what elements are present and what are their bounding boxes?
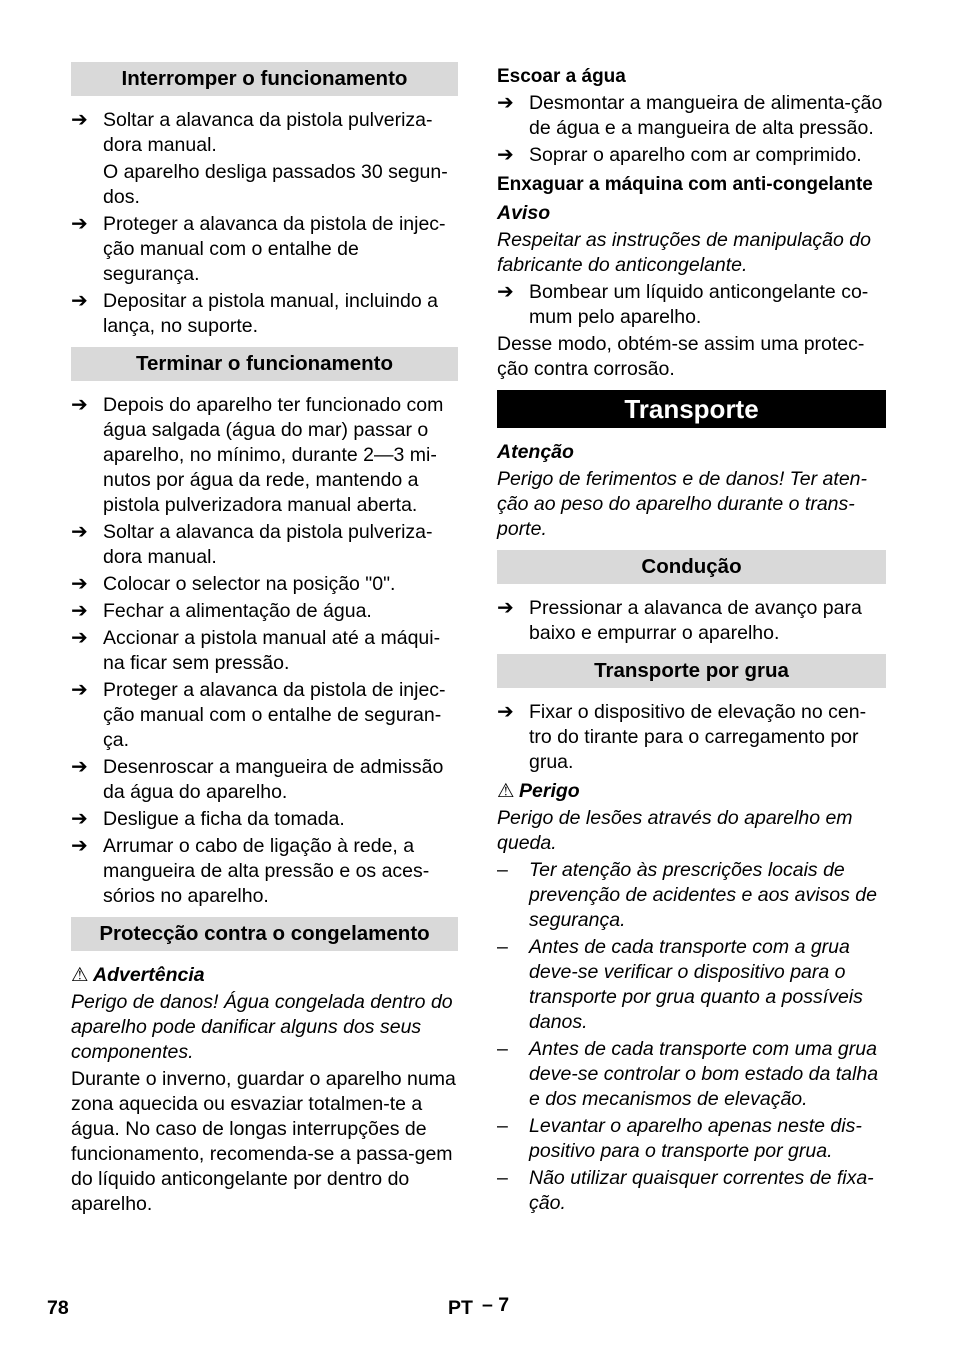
list-item: ➔ Fixar o dispositivo de elevação no cen-tro do tirante para o carregamento por grua. — [497, 701, 867, 773]
arrow-right-icon: ➔ — [71, 109, 88, 131]
footer-section-page: – 7 — [482, 1294, 510, 1316]
arrow-right-icon: ➔ — [71, 835, 88, 857]
arrow-right-icon: ➔ — [497, 701, 514, 723]
section-heading-frost: Protecção contra o congelamento — [71, 917, 458, 951]
arrow-right-icon: ➔ — [71, 756, 88, 778]
chapter-heading-transport: Transporte — [497, 390, 886, 428]
list-item: ➔ Soprar o aparelho com ar comprimido. — [497, 144, 862, 166]
arrow-right-icon: ➔ — [497, 281, 514, 303]
warning-heading: ⚠ Advertência — [71, 964, 205, 986]
list-item: ➔ Desmontar a mangueira de alimenta-ção de água e a mangueira de alta pressão. — [497, 92, 883, 139]
list-item: ➔ Accionar a pistola manual até a máqui-na ficar sem pressão. — [71, 627, 441, 674]
warning-triangle-icon: ⚠ — [497, 780, 515, 802]
page-number: 78 — [47, 1297, 69, 1319]
warning-triangle-icon: ⚠ — [71, 964, 89, 986]
right-column — [497, 62, 886, 1218]
notice-text: Respeitar as instruções de manipulação do fabricante do anticongelante. — [497, 229, 871, 276]
arrow-right-icon: ➔ — [497, 92, 514, 114]
arrow-right-icon: ➔ — [71, 521, 88, 543]
list-item: ➔ Arrumar o cabo de ligação à rede, a mangueira de alta pressão e os aces-sórios no aparelho. — [71, 835, 430, 907]
list-item: ➔ Proteger a alavanca da pistola de injec-ção manual com o entalhe de seguran-ça. — [71, 679, 446, 751]
arrow-right-icon: ➔ — [71, 573, 88, 595]
arrow-right-icon: ➔ — [71, 808, 88, 830]
list-item: ➔ Colocar o selector na posição "0". — [71, 573, 396, 595]
body-text: Desse modo, obtém-se assim uma protec-ção contra corrosão. — [497, 333, 865, 380]
list-item: – Antes de cada transporte com uma grua deve-se controlar o bom estado da talha e dos mecanismos de elevação. — [497, 1038, 879, 1110]
note-text: O aparelho desliga passados 30 segun-dos. — [103, 161, 448, 208]
section-heading-shutdown: Terminar o funcionamento — [71, 347, 458, 381]
arrow-right-icon: ➔ — [497, 144, 514, 166]
list-item: ➔ Fechar a alimentação de água. — [71, 600, 372, 622]
arrow-right-icon: ➔ — [71, 679, 88, 701]
list-item: ➔ Depositar a pistola manual, incluindo a lança, no suporte. — [71, 290, 438, 337]
notice-heading: Aviso — [497, 202, 551, 224]
subheading-rinse: Enxaguar a máquina com anti-congelante — [497, 174, 873, 195]
arrow-right-icon: ➔ — [71, 290, 88, 312]
list-item: ➔ Soltar a alavanca da pistola pulveriza-dora manual. — [71, 109, 433, 156]
list-item: ➔ Desenroscar a mangueira de admissão da água do aparelho. — [71, 756, 444, 803]
attention-text: Perigo de ferimentos e de danos! Ter aten-ção ao peso do aparelho durante o trans-porte. — [497, 468, 868, 540]
list-item: – Não utilizar quaisquer correntes de fixa-ção. — [497, 1167, 874, 1214]
list-item: – Ter atenção às prescrições locais de prevenção de acidentes e aos avisos de segurança. — [497, 859, 877, 931]
section-heading-stop: Interromper o funcionamento — [71, 62, 458, 96]
warning-text: Perigo de danos! Água congelada dentro do aparelho pode danificar alguns dos seus componentes. — [71, 991, 453, 1063]
danger-text: Perigo de lesões através do aparelho em queda. — [497, 807, 853, 854]
list-item: ➔ Pressionar a alavanca de avanço para baixo e empurrar o aparelho. — [497, 597, 862, 644]
arrow-right-icon: ➔ — [71, 627, 88, 649]
arrow-right-icon: ➔ — [71, 600, 88, 622]
footer-language: PT — [448, 1297, 473, 1319]
section-heading-driving: Condução — [497, 550, 886, 584]
list-item: ➔ Proteger a alavanca da pistola de injec-ção manual com o entalhe de segurança. — [71, 213, 446, 285]
list-item: ➔ Desligue a ficha da tomada. — [71, 808, 345, 830]
list-item: ➔ Depois do aparelho ter funcionado com água salgada (água do mar) passar o aparelho, no mínimo, durante 2—3 mi-nutos por água da rede, mantendo a pistola pulverizadora manual aberta. — [71, 394, 444, 516]
arrow-right-icon: ➔ — [497, 597, 514, 619]
arrow-right-icon: ➔ — [71, 213, 88, 235]
attention-heading: Atenção — [497, 441, 574, 463]
list-item: ➔ Soltar a alavanca da pistola pulveriza-dora manual. — [71, 521, 433, 568]
left-column — [71, 62, 458, 1219]
subheading-drain: Escoar a água — [497, 66, 626, 87]
body-text: Durante o inverno, guardar o aparelho numa zona aquecida ou esvaziar totalmen-te a água. No caso de longas interrupções de funcionamento, recomenda-se a passa-gem do líquido anticongelante por dentro do aparelho. — [71, 1068, 456, 1215]
list-item: – Antes de cada transporte com a grua deve-se verificar o dispositivo para o transporte por grua quanto a possíveis danos. — [497, 936, 863, 1033]
danger-heading: ⚠ Perigo — [497, 780, 580, 802]
arrow-right-icon: ➔ — [71, 394, 88, 416]
section-heading-crane: Transporte por grua — [497, 654, 886, 688]
list-item: – Levantar o aparelho apenas neste dis-positivo para o transporte por grua. — [497, 1115, 862, 1162]
list-item: ➔ Bombear um líquido anticongelante co-mum pelo aparelho. — [497, 281, 869, 328]
